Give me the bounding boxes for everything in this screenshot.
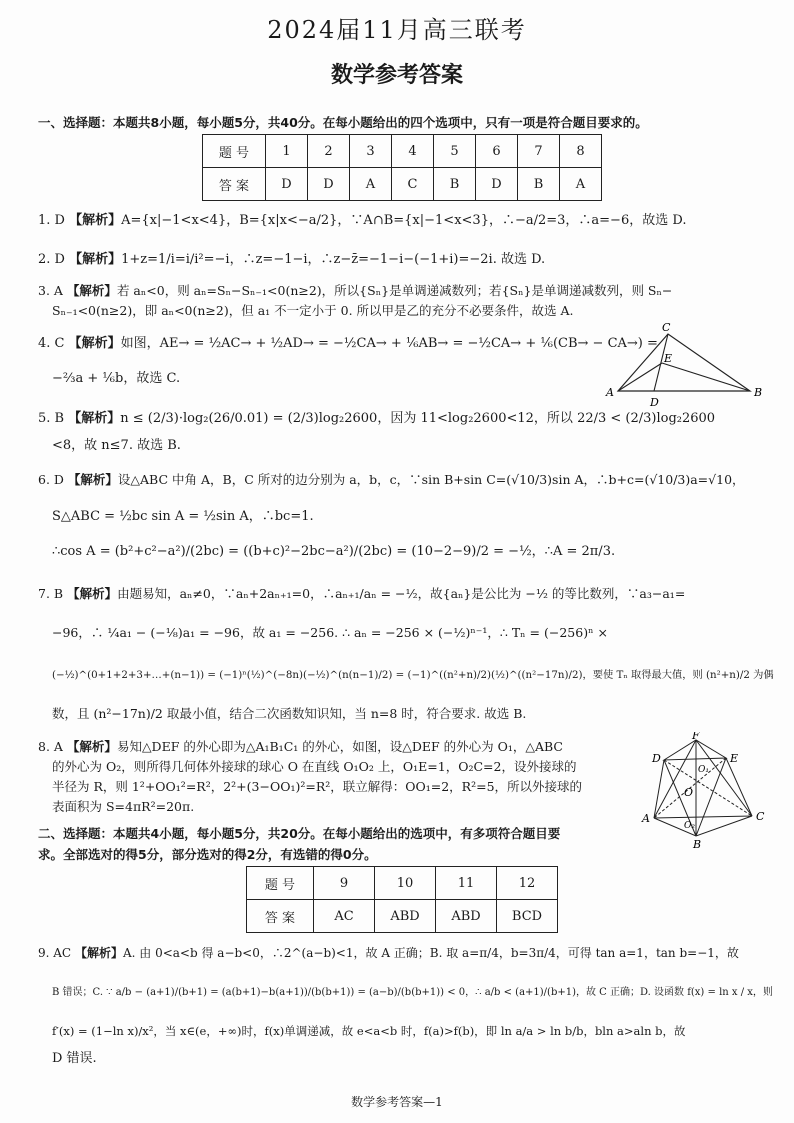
table-row-label: 题 号 [203, 135, 266, 168]
question-1 [38, 212, 686, 230]
label-a: A [606, 386, 614, 399]
question-text: 如图，AE→ = ½AC→ + ½AD→ = −½CA→ + ⅙AB→ = −½CA→ + ⅙(CB→ − CA→) = [120, 336, 658, 351]
table-cell: B [434, 168, 476, 201]
question-9-line-3: f′(x) = (1−ln x)/x²，当 x∈(e，+∞)时，f(x)单调递减，故 e<a<b 时，f(a)>f(b)，即 ln a/a > ln b/b，bln a>aln b，故 [52, 1024, 686, 1038]
question-9-line-4: D 错误. [52, 1051, 97, 1066]
table-row [247, 867, 558, 900]
question-7-line-4: 数，且 (n²−17n)/2 取最小值，结合二次函数知识知，当 n=8 时，符合要求. 故选 B. [52, 706, 527, 721]
table-row-label: 题 号 [247, 867, 314, 900]
question-5-line-2: <8，故 n≤7. 故选 B. [52, 438, 181, 453]
triangle-figure [600, 320, 770, 410]
edge-ec [726, 758, 752, 816]
table-cell: BCD [497, 900, 558, 933]
label-c: C [756, 810, 765, 823]
table-cell: 8 [560, 135, 602, 168]
table-row [203, 135, 602, 168]
analysis-tag: 【解析】 [66, 739, 117, 754]
question-6-line-3: ∴cos A = (b²+c²−a²)/(2bc) = ((b+c)²−2bc−a²)/(2bc) = (10−2−9)/2 = −½，∴A = 2π/3. [52, 544, 616, 559]
question-text: 若 aₙ<0，则 aₙ=Sₙ−Sₙ₋₁<0(n≥2)，所以{Sₙ}是单调递减数列；若{Sₙ}是单调递减数列，则 Sₙ− [116, 283, 673, 298]
table-cell: 4 [392, 135, 434, 168]
table-cell: AC [314, 900, 375, 933]
question-4-line-2: −⅔a + ⅙b，故选 C. [52, 371, 181, 386]
triangle-abc [618, 334, 750, 391]
label-o1: O₁ [698, 765, 709, 775]
question-text: 由题易知，aₙ≠0，∵aₙ+2aₙ₊₁=0，∴aₙ₊₁/aₙ = −½，故{aₙ}是公比为 −½ 的等比数列，∵a₃−a₁= [117, 586, 686, 601]
label-e: E [664, 352, 673, 365]
question-6-line-2: S△ABC = ½bc sin A = ½sin A，∴bc=1. [52, 509, 314, 524]
analysis-tag: 【解析】 [66, 283, 117, 298]
table-cell: 9 [314, 867, 375, 900]
analysis-tag: 【解析】 [69, 213, 122, 228]
analysis-tag: 【解析】 [69, 252, 122, 267]
question-5 [38, 410, 715, 428]
question-text: A. 由 0<a<b 得 a−b<0，∴2^(a−b)<1，故 A 正确；B. 取 a=π/4，b=3π/4，可得 tan a=1，tan b=−1，故 [122, 946, 739, 960]
question-3-line-2: Sₙ₋₁<0(n≥2)，即 aₙ<0(n≥2)，但 a₁ 不一定小于 0. 所以甲是乙的充分不必要条件，故选 A. [52, 303, 574, 318]
table-row [247, 900, 558, 933]
analysis-tag: 【解析】 [68, 411, 121, 426]
label-b: B [754, 386, 763, 399]
answer-table-1 [202, 134, 602, 201]
question-6 [38, 471, 745, 489]
table-cell: D [266, 168, 308, 201]
question-9-line-2: B 错误；C. ∵ a/b − (a+1)/(b+1) = (a(b+1)−b(a+1))/(b(b+1)) = (a−b)/(b(b+1)) < 0，∴ a/b < (a+1)/(b+1)，故 C 正确；D. 设函数 f(x) = ln x / x，则 [52, 987, 773, 998]
question-8 [38, 738, 563, 756]
question-8-line-4: 表面积为 S=4πR²=20π. [52, 799, 195, 814]
page-title: 2024届11月高三联考 [267, 16, 527, 44]
table-cell: 2 [308, 135, 350, 168]
table-cell: A [560, 168, 602, 201]
question-number: 4. C [38, 336, 65, 351]
table-cell: ABD [436, 900, 497, 933]
question-4 [38, 335, 658, 353]
answer-table-2 [246, 866, 558, 933]
analysis-tag: 【解析】 [67, 472, 118, 487]
question-8-line-3: 半径为 R，则 1²+OO₁²=R²，2²+(3−OO₁)²=R²，联立解得：OO₁=2，R²=5，所以外接球的 [52, 779, 583, 794]
polyhedron-figure [640, 732, 770, 850]
edge-fc [696, 740, 752, 816]
question-number: 1. D [38, 213, 65, 228]
table-cell: 7 [518, 135, 560, 168]
triangle-def [664, 740, 726, 760]
table-cell: A [350, 168, 392, 201]
question-number: 8. A [38, 739, 63, 754]
label-d: D [650, 396, 659, 409]
section-2-heading-line-2: 求。全部选对的得5分，部分选对的得2分，有选错的得0分。 [38, 847, 377, 862]
table-cell: 6 [476, 135, 518, 168]
table-cell: D [308, 168, 350, 201]
analysis-tag: 【解析】 [67, 586, 118, 601]
section-1-heading: 一、选择题：本题共8小题，每小题5分，共40分。在每小题给出的四个选项中，只有一项是符合题目要求的。 [38, 115, 648, 130]
table-cell: C [392, 168, 434, 201]
label-f: F [692, 732, 700, 742]
question-number: 3. A [38, 283, 63, 298]
analysis-tag: 【解析】 [68, 336, 121, 351]
question-3 [38, 282, 672, 300]
question-text: 易知△DEF 的外心即为△A₁B₁C₁ 的外心，如图，设△DEF 的外心为 O₁，△ABC [116, 739, 564, 754]
table-cell: 12 [497, 867, 558, 900]
table-row [203, 168, 602, 201]
question-2 [38, 251, 545, 269]
question-text: n ≤ (2/3)·log₂(26/0.01) = (2/3)log₂2600，因为 11<log₂2600<12，所以 22/3 < (2/3)log₂2600 [120, 411, 716, 426]
table-cell: ABD [375, 900, 436, 933]
label-o2: O₂ [684, 821, 695, 831]
page-footer: 数学参考答案—1 [351, 1095, 443, 1109]
table-row-label: 答 案 [203, 168, 266, 201]
label-c: C [662, 321, 671, 334]
question-text: 设△ABC 中角 A，B，C 所对的边分别为 a，b，c，∵sin B+sin C=(√10/3)sin A，∴b+c=(√10/3)a=√10， [117, 472, 745, 487]
question-text: A={x|−1<x<4}，B={x|x<−a/2}，∵A∩B={x|−1<x<3}，∴−a/2=3，∴a=−6，故选 D. [121, 213, 687, 228]
question-number: 9. AC [38, 946, 72, 960]
table-cell: 3 [350, 135, 392, 168]
question-number: 5. B [38, 411, 65, 426]
table-cell: D [476, 168, 518, 201]
question-text: 1+z=1/i=i/i²=−i，∴z=−1−i，∴z−z̄=−1−i−(−1+i)=−2i. 故选 D. [121, 252, 546, 267]
table-cell: B [518, 168, 560, 201]
analysis-tag: 【解析】 [74, 946, 123, 960]
table-row-label: 答 案 [247, 900, 314, 933]
table-cell: 1 [266, 135, 308, 168]
question-number: 2. D [38, 252, 65, 267]
question-number: 7. B [38, 586, 64, 601]
question-8-line-2: 的外心为 O₂，则所得几何体外接球的球心 O 在直线 O₁O₂ 上，O₁E=1，O₂C=2，设外接球的 [52, 759, 577, 774]
page-subtitle: 数学参考答案 [330, 63, 463, 88]
segment-eb [662, 363, 750, 391]
label-d: D [652, 752, 661, 765]
label-o: O [684, 786, 694, 799]
question-7-line-2: −96，∴ ¼a₁ − (−⅛)a₁ = −96，故 a₁ = −256. ∴ aₙ = −256 × (−½)ⁿ⁻¹，∴ Tₙ = (−256)ⁿ × [52, 625, 608, 640]
question-7 [38, 585, 685, 603]
table-cell: 11 [436, 867, 497, 900]
question-number: 6. D [38, 472, 64, 487]
question-7-line-3: (−½)^(0+1+2+3+…+(n−1)) = (−1)ⁿ(½)^(−8n)(−½)^(n(n−1)/2) = (−1)^((n²+n)/2)(½)^((n²−17n)/2)，要使 Tₙ 取得最大值，则 (n²+n)/2 为偶 [52, 669, 774, 681]
label-e: E [730, 752, 739, 765]
question-9 [38, 944, 739, 962]
label-a: A [642, 812, 650, 825]
section-2-heading-line-1: 二、选择题：本题共4小题，每小题5分，共20分。在每小题给出的选项中，有多项符合题目要 [38, 826, 561, 841]
table-cell: 10 [375, 867, 436, 900]
label-b: B [693, 838, 702, 850]
table-cell: 5 [434, 135, 476, 168]
